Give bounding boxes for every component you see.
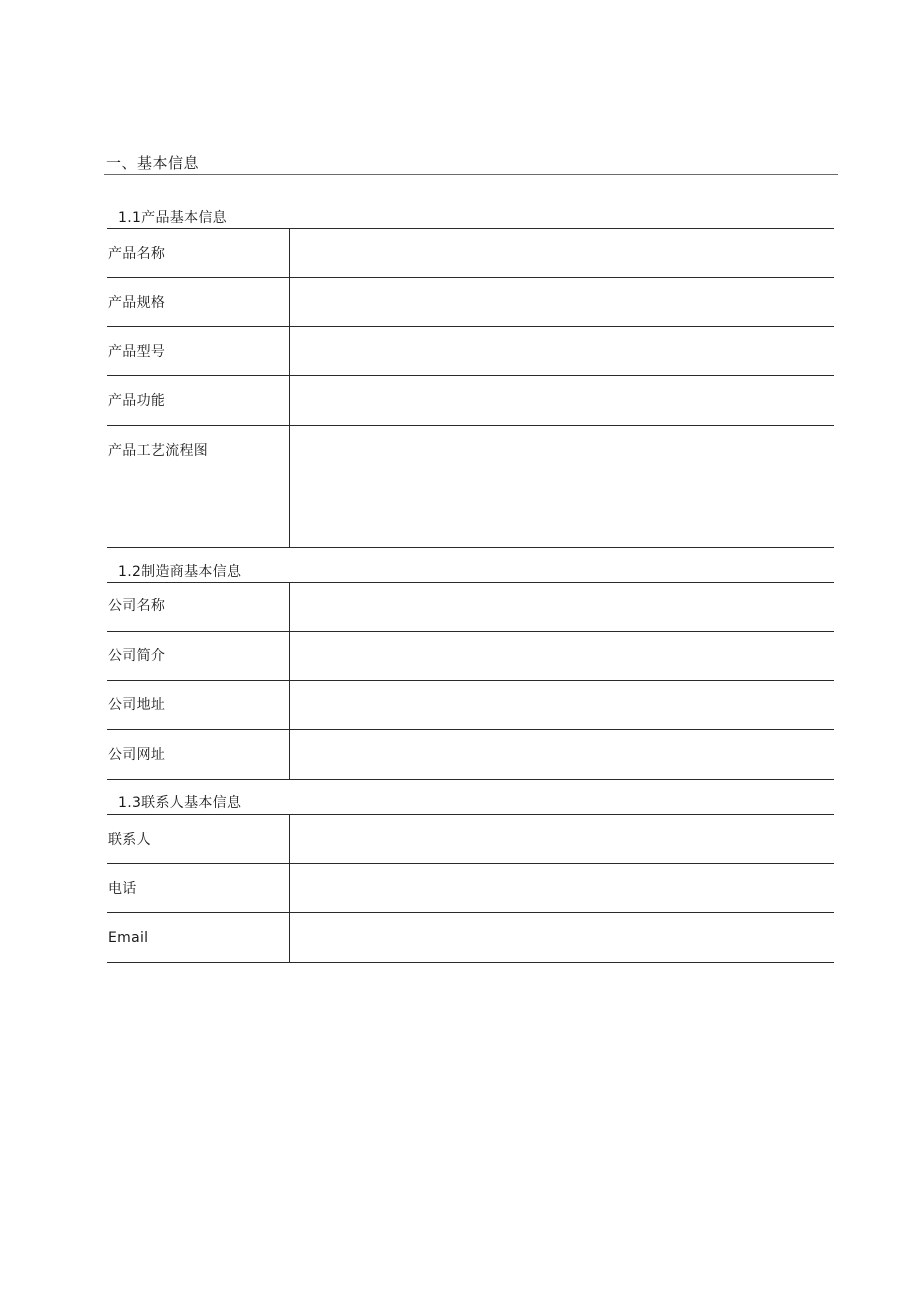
product-spec-field[interactable]	[289, 278, 834, 327]
phone-field[interactable]	[289, 864, 834, 913]
section-title: 1.3联系人基本信息	[118, 795, 242, 811]
section-title: 1.1产品基本信息	[118, 210, 227, 226]
table-row	[107, 327, 834, 376]
row-label: 公司简介	[107, 632, 289, 681]
product-model-field[interactable]	[289, 327, 834, 376]
row-label: 产品型号	[107, 327, 289, 376]
manufacturer-info-table	[107, 582, 834, 780]
table-row	[107, 632, 834, 681]
table-row	[107, 583, 834, 632]
table-row	[107, 376, 834, 426]
row-label: 电话	[107, 864, 289, 913]
email-field[interactable]	[289, 913, 834, 963]
row-label: 公司名称	[107, 583, 289, 632]
contact-info-table	[107, 814, 834, 963]
section-title: 1.2制造商基本信息	[118, 564, 242, 580]
contact-person-field[interactable]	[289, 815, 834, 864]
row-label: Email	[107, 913, 289, 963]
table-row	[107, 913, 834, 963]
table-row	[107, 730, 834, 780]
process-flow-field[interactable]	[289, 426, 834, 548]
product-name-field[interactable]	[289, 229, 834, 278]
heading-divider	[104, 174, 838, 175]
company-name-field[interactable]	[289, 583, 834, 632]
product-function-field[interactable]	[289, 376, 834, 426]
table-row	[107, 229, 834, 278]
table-row	[107, 864, 834, 913]
company-intro-field[interactable]	[289, 632, 834, 681]
company-address-field[interactable]	[289, 681, 834, 730]
table-row	[107, 426, 834, 548]
page-heading: 一、基本信息	[106, 154, 200, 172]
row-label: 公司网址	[107, 730, 289, 780]
row-label: 联系人	[107, 815, 289, 864]
row-label: 产品工艺流程图	[107, 426, 289, 548]
table-row	[107, 681, 834, 730]
company-website-field[interactable]	[289, 730, 834, 780]
row-label: 产品功能	[107, 376, 289, 426]
row-label: 产品名称	[107, 229, 289, 278]
row-label: 公司地址	[107, 681, 289, 730]
table-row	[107, 815, 834, 864]
table-row	[107, 278, 834, 327]
row-label: 产品规格	[107, 278, 289, 327]
product-info-table	[107, 228, 834, 548]
